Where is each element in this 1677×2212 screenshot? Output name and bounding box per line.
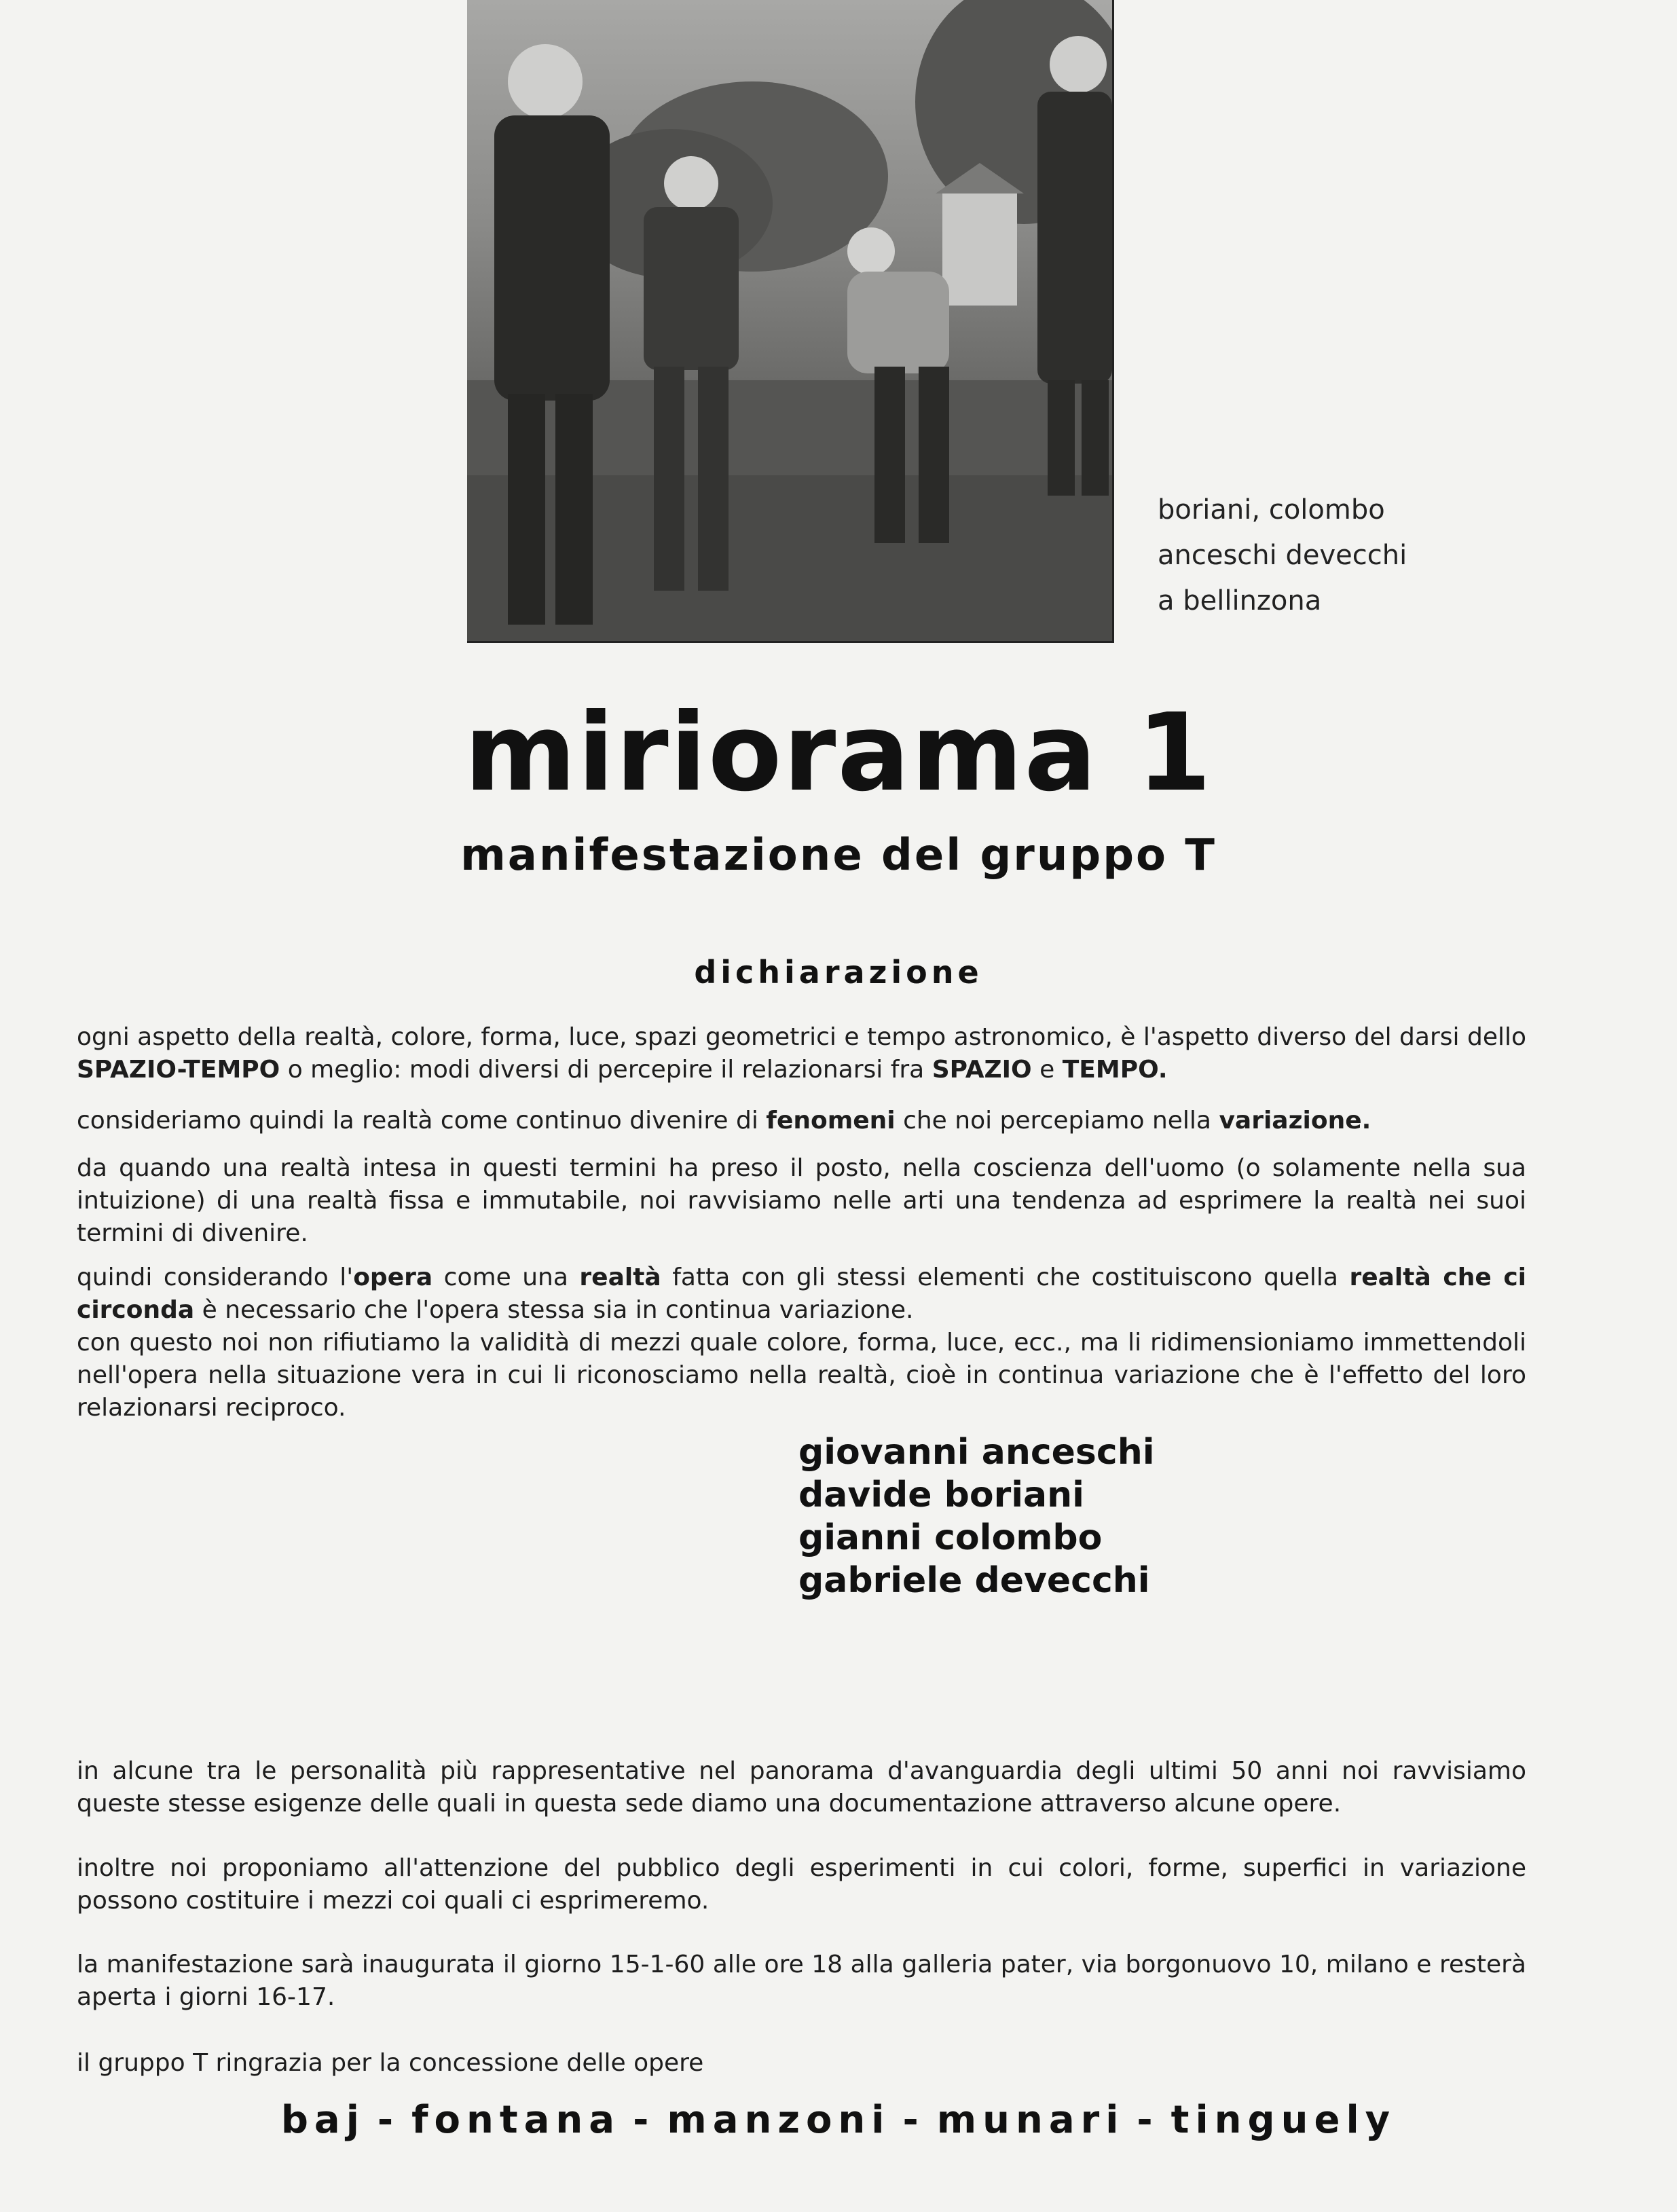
- artist-name: manzoni: [667, 2098, 891, 2142]
- artist-separator: -: [377, 2098, 400, 2142]
- caption-line: anceschi devecchi: [1158, 540, 1407, 571]
- signature-name: gabriele devecchi: [798, 1560, 1150, 1601]
- page-subtitle: manifestazione del gruppo T: [460, 830, 1217, 881]
- signature-name: gianni colombo: [798, 1517, 1103, 1558]
- declaration-paragraph-4: quindi considerando l'opera come una realtà fatta con gli stessi elementi che costituiscono quella realtà che ci circonda è necessario che l'opera stessa sia in continua variazione. con questo noi non rifiutiamo la validità di mezzi quale colore, forma, luce, ecc., ma li ridimensioniamo immettendoli nell'opera nella situazione vera in cui li riconosciamo nella realtà, cioè in continua variazione che è l'effetto del loro relazionarsi reciproco.: [77, 1264, 1527, 1422]
- caption-line: boriani, colombo: [1158, 494, 1385, 526]
- signatures: [798, 1431, 1155, 1602]
- group-photo: [467, 0, 1114, 643]
- info-paragraph-2: inoltre noi proponiamo all'attenzione del pubblico degli esperimenti in cui colori, forme, superfici in variazione possono costituire i mezzi coi quali ci esprimeremo.: [77, 1854, 1526, 1915]
- signature-name: davide boriani: [798, 1475, 1084, 1515]
- group-photo-illustration: [467, 0, 1112, 641]
- artists-list: [0, 2098, 1677, 2142]
- thanks-line: il gruppo T ringrazia per la concessione delle opere: [77, 2049, 704, 2077]
- info-paragraph-1: in alcune tra le personalità più rappresentative nel panorama d'avanguardia degli ultimi 50 anni noi ravvisiamo queste stesse esigenze delle quali in questa sede diamo una documentazione attraverso alcune opere.: [77, 1757, 1526, 1818]
- declaration-paragraph-1: ogni aspetto della realtà, colore, forma, luce, spazi geometrici e tempo astronomico, è l'aspetto diverso del darsi dello SPAZIO-TEMPO o meglio: modi diversi di percepire il relazionarsi fra SPAZIO e TEMPO.: [77, 1023, 1526, 1084]
- page-title: miriorama 1: [464, 690, 1213, 815]
- declaration-paragraph-3: da quando una realtà intesa in questi termini ha preso il posto, nella coscienza dell'uomo (o solamente nella sua intuizione) di una realtà fissa e immutabile, noi ravvisiamo nelle arti una tendenza ad esprimere la realtà nei suoi termini di divenire.: [77, 1154, 1526, 1247]
- photo-caption: [1158, 487, 1407, 624]
- artist-name: baj: [280, 2098, 365, 2142]
- declaration-paragraph-2: consideriamo quindi la realtà come continuo divenire di fenomeni che noi percepiamo nella variazione.: [77, 1107, 1371, 1135]
- artist-separator: -: [633, 2098, 655, 2142]
- signature-name: giovanni anceschi: [798, 1432, 1155, 1473]
- caption-line: a bellinzona: [1158, 585, 1322, 616]
- artist-name: tinguely: [1171, 2098, 1397, 2142]
- artist-separator: -: [902, 2098, 925, 2142]
- artist-name: munari: [936, 2098, 1125, 2142]
- info-paragraph-3: la manifestazione sarà inaugurata il giorno 15-1-60 alle ore 18 alla galleria pater, via borgonuovo 10, milano e resterà aperta i giorni 16-17.: [77, 1951, 1526, 2011]
- declaration-heading: dichiarazione: [694, 954, 983, 991]
- artist-separator: -: [1137, 2098, 1159, 2142]
- artist-name: fontana: [411, 2098, 621, 2142]
